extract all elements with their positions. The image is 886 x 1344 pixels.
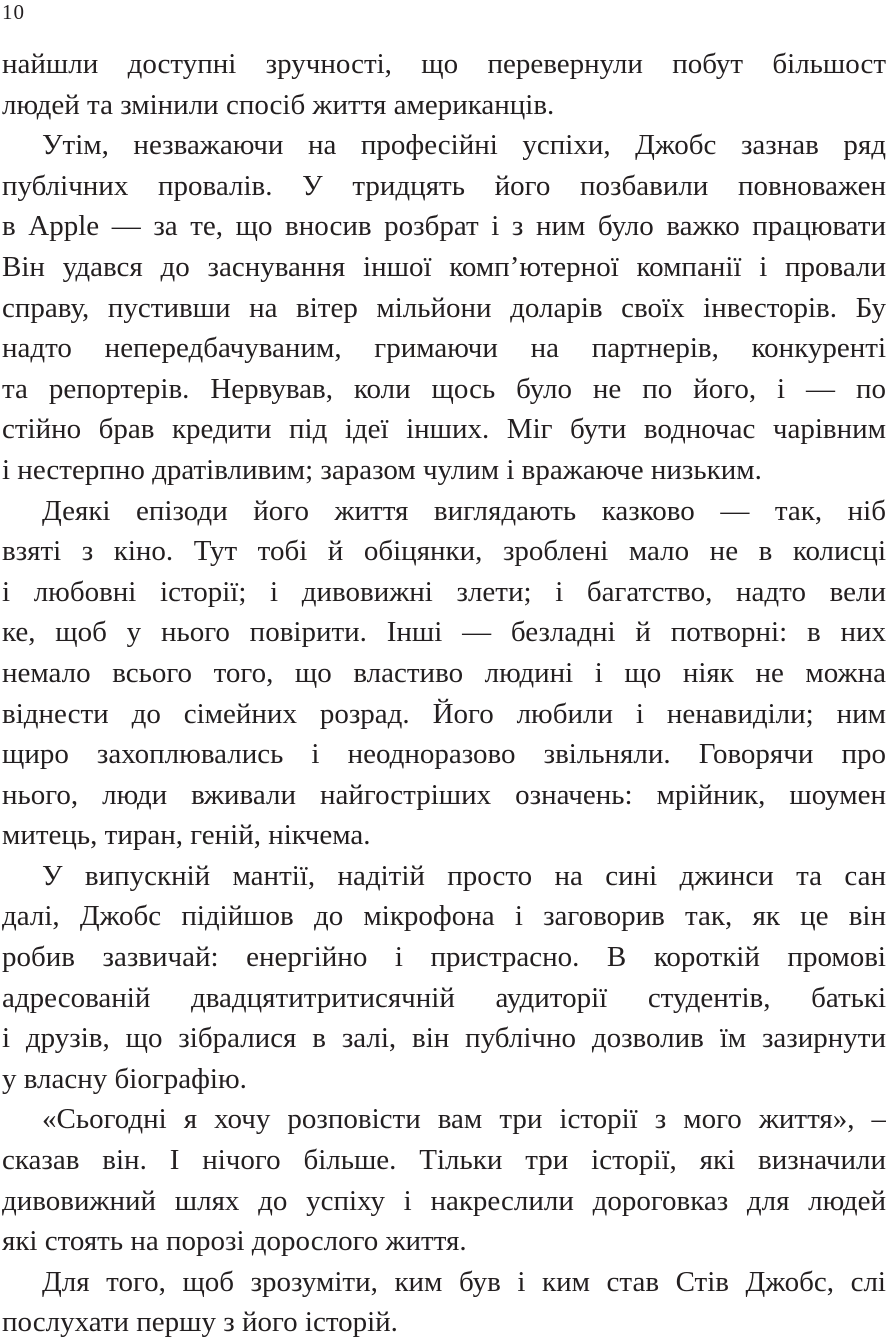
- text-line: Для того, щоб зрозуміти, ким був і ким став Стів Джобс, слі: [42, 1265, 886, 1298]
- text-line: адресованій двадцятитритисячній аудиторії студентів, батькі: [2, 981, 886, 1014]
- page-number: 10: [2, 0, 25, 24]
- text-line: людей та змінили спосіб життя американців.: [2, 88, 555, 121]
- text-line: ке, щоб у нього повірити. Інші — безладні й потворні: в них: [2, 616, 886, 649]
- text-line: нього, люди вживали найгостріших означень: мрійник, шоумен: [2, 778, 886, 811]
- text-line: справу, пустивши на вітер мільйони доларів своїх інвесторів. Бу: [2, 291, 886, 324]
- text-line: митець, тиран, геній, нікчема.: [2, 819, 371, 852]
- text-line: взяті з кіно. Тут тобі й обіцянки, зроблені мало не в колисці: [2, 535, 886, 568]
- text-line: віднести до сімейних розрад. Його любили і ненавиділи; ним: [2, 697, 886, 730]
- text-line: і друзів, що зібралися в залі, він публічно дозволив їм зазирнути: [2, 1022, 886, 1055]
- text-line: Утім, незважаючи на професійні успіхи, Джобс зазнав ряд: [42, 129, 886, 162]
- text-line: надто непередбачуваним, гримаючи на партнерів, конкуренті: [2, 332, 886, 365]
- text-line: робив зазвичай: енергійно і пристрасно. В короткій промові: [2, 941, 886, 974]
- text-line: та репортерів. Нервував, коли щось було не по його, і — по: [2, 372, 886, 405]
- text-line: у власну біографію.: [2, 1062, 247, 1095]
- text-line: немало всього того, що властиво людині і що ніяк не можна: [2, 656, 886, 689]
- text-line: стійно брав кредити під ідеї інших. Міг бути водночас чарівним: [2, 413, 886, 446]
- text-line: і нестерпно дратівливим; заразом чулим і вражаюче низьким.: [2, 453, 762, 486]
- text-line: послухати першу з його історій.: [2, 1306, 398, 1339]
- text-line: найшли доступні зручності, що перевернули побут більшост: [2, 48, 886, 80]
- text-line: сказав він. І нічого більше. Тільки три історії, які визначили: [2, 1144, 886, 1177]
- text-line: У випускній мантії, надітій просто на сині джинси та сан: [42, 859, 886, 892]
- text-line: які стоять на порозі дорослого життя.: [2, 1225, 467, 1258]
- text-line: далі, Джобс підійшов до мікрофона і заговорив так, як це він: [2, 900, 886, 933]
- text-line: в Apple — за те, що вносив розбрат і з ним було важко працювати: [2, 210, 886, 243]
- text-line: публічних провалів. У тридцять його позбавили повноважен: [2, 169, 886, 202]
- text-line: і любовні історії; і дивовижні злети; і багатство, надто вели: [2, 575, 886, 608]
- text-line: дивовижний шлях до успіху і накреслили дороговказ для людей: [2, 1184, 886, 1217]
- page-text: [2, 44, 886, 1343]
- text-line: Деякі епізоди його життя виглядають казково — так, ніб: [42, 494, 886, 527]
- text-line: Він удався до заснування іншої комп’ютерної компанії і провали: [2, 250, 886, 283]
- text-line: «Сьогодні я хочу розповісти вам три історії з мого життя», –: [42, 1103, 886, 1136]
- text-line: щиро захоплювались і неодноразово звільняли. Говорячи про: [2, 738, 886, 771]
